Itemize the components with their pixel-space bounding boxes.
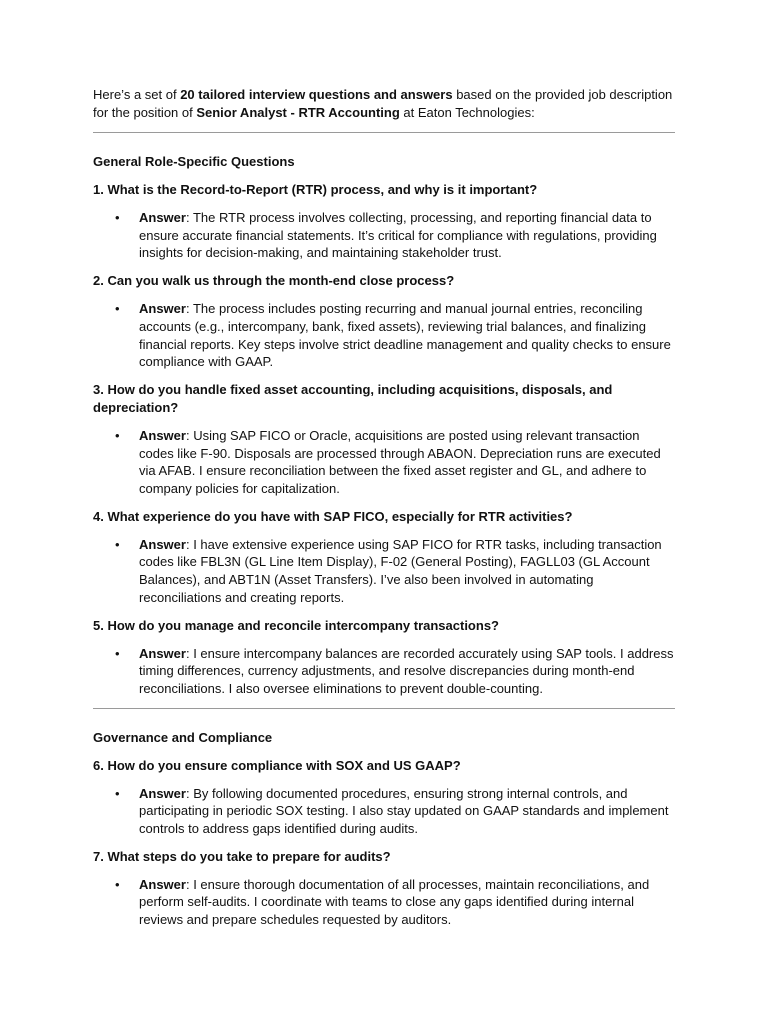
answer-label: Answer [139,427,186,443]
bullet-icon: • [115,876,120,892]
section-governance [93,729,675,929]
answer-text: : By following documented procedures, ensuring strong internal controls, and participating in periodic SOX testing. I also stay updated on GAAP standards and implement controls to address gaps identified during audits. [139,785,669,837]
intro-bold-1: 20 tailored interview questions and answers [180,87,453,102]
answer-list [93,645,675,698]
intro-text-1: Here’s a set of [93,87,181,102]
question: 5. How do you manage and reconcile intercompany transactions? [93,617,499,633]
answer-item [93,300,675,371]
intro-text-3: at Eaton Technologies: [399,105,535,120]
question: 6. How do you ensure compliance with SOX and US GAAP? [93,757,461,773]
answer-text: : The RTR process involves collecting, processing, and reporting financial data to ensure accurate financial statements. It’s critical for compliance with regulations, providing insights for decision-making, and maintaining stakeholder trust. [139,210,657,261]
answer-item [93,209,675,262]
qa-item [93,381,675,498]
intro-text-2: based on the provided job description for the position of [93,87,673,120]
intro-bold-position: Senior Analyst - RTR Accounting [196,105,400,120]
document-page [93,86,675,929]
answer-text: : I ensure intercompany balances are recorded accurately using SAP tools. I address timing differences, currency adjustments, and resolve discrepancies during month-end reconciliations. I also oversee eliminations to prevent double-counting. [139,645,674,696]
qa-item [93,272,675,371]
answer-list [93,427,675,498]
horizontal-rule [93,708,675,709]
question: 4. What experience do you have with SAP FICO, especially for RTR activities? [93,508,573,524]
answer-item [93,536,675,607]
bullet-icon: • [115,301,120,317]
answer-label: Answer [139,785,186,801]
question: 2. Can you walk us through the month-end close process? [93,273,455,289]
answer-item [93,645,675,698]
bullet-icon: • [115,536,120,552]
answer-text: : I have extensive experience using SAP FICO for RTR tasks, including transaction codes like FBL3N (GL Line Item Display), F-02 (General Posting), FAGLL03 (GL Account Balances), and ABT1N (Asset Transfers). I’ve also been involved in automating reconciliations and creating reports. [139,536,662,605]
answer-text: : The process includes posting recurring and manual journal entries, reconciling accounts (e.g., intercompany, bank, fixed assets), reviewing trial balances, and finalizing financial reports. Key steps involve strict deadline management and quality checks to ensure compliance with GAAP. [139,301,671,370]
section-general [93,153,675,698]
section-title: Governance and Compliance [93,729,273,745]
answer-label: Answer [139,645,186,661]
qa-item [93,181,675,262]
answer-item [93,427,675,498]
answer-list [93,209,675,262]
bullet-icon: • [115,210,120,225]
question: 1. What is the Record-to-Report (RTR) process, and why is it important? [93,182,538,197]
section-title: General Role-Specific Questions [93,154,295,169]
horizontal-rule [93,132,675,133]
answer-list [93,536,675,607]
question: 7. What steps do you take to prepare for audits? [93,848,391,864]
question: 3. How do you handle fixed asset accounting, including acquisitions, disposals, and depreciation? [93,381,613,415]
answer-list [93,785,675,838]
answer-label: Answer [139,210,186,225]
answer-text: : I ensure thorough documentation of all processes, maintain reconciliations, and perform self-audits. I coordinate with teams to close any gaps identified during internal reviews and prepare schedules requested by auditors. [139,876,650,928]
qa-item [93,848,675,929]
answer-item [93,785,675,838]
bullet-icon: • [115,645,120,661]
answer-label: Answer [139,301,186,317]
answer-text: : Using SAP FICO or Oracle, acquisitions are posted using relevant transaction codes like F-90. Disposals are processed through ABAON. Depreciation runs are executed via AFAB. I ensure reconciliation between the fixed asset register and GL, and adhere to company policies for capitalization. [139,427,661,497]
qa-item [93,757,675,838]
qa-item [93,617,675,698]
answer-list [93,876,675,929]
intro-paragraph [93,86,675,122]
answer-item [93,876,675,929]
bullet-icon: • [115,427,120,443]
bullet-icon: • [115,785,120,801]
answer-label: Answer [139,876,186,892]
answer-label: Answer [139,536,186,552]
answer-list [93,300,675,371]
qa-item [93,508,675,607]
